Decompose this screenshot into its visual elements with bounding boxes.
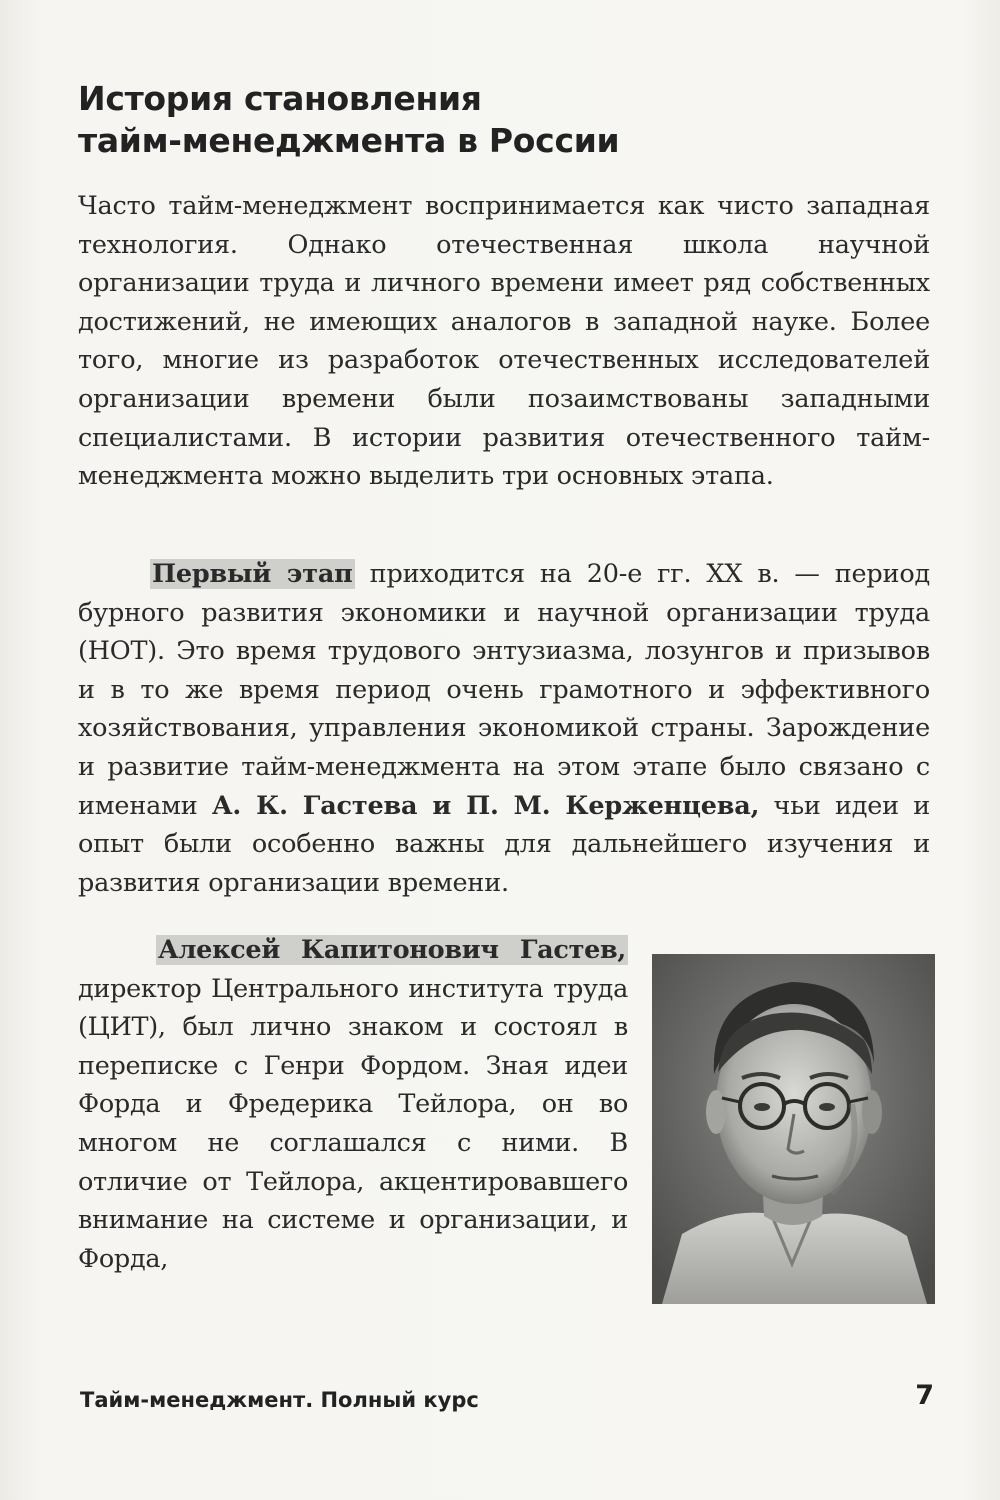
portrait-illustration [652, 954, 935, 1304]
gastev-text: директор Центрального института труда (ЦИТ), был лично знаком и состоял в переписке с Генри Фордом. Зная идеи Форда и Фредерика Тейлора, он во многом не соглашался с ними. В отличие от Тейлора, акцентировавшего внимание на системе и организации, и Форда, [78, 973, 628, 1274]
first-stage-text-1: приходится на 20-е гг. XX в. — период бурного развития экономики и научной организации труда (НОТ). Это время трудового энтузиазма, лозунгов и призывов и в то же время период очень грамотного и эффективного хозяйствования, управления экономикой страны. Зарождение и развитие тайм-менеджмента на этом этапе было связано с именами [78, 559, 931, 821]
first-stage-names: А. К. Гастева и П. М. Керженцева, [211, 790, 760, 821]
portrait-ear-left [706, 1090, 726, 1134]
portrait-eye-right [819, 1103, 835, 1111]
heading-line-1: История становления [78, 79, 482, 118]
portrait-ear-right [862, 1090, 882, 1134]
gastev-name-highlight: Алексей Капитонович Гастев, [158, 935, 626, 965]
paragraph-intro: Часто тайм-менеджмент воспринимается как чисто западная технология. Однако отечественная школа научной организации труда и личного времени имеет ряд собственных достижений, не имеющих аналогов в западной науке. Более того, многие из разработок отечественных исследователей организации времени были позаимствованы западными специалистами. В истории развития отечественного тайм-менеджмента можно выделить три основных этапа. [78, 191, 930, 492]
portrait-eye-left [754, 1103, 770, 1111]
gastev-portrait-photo [652, 954, 935, 1304]
first-stage-text-2: чьи идеи и опыт были особенно важны для дальнейшего изучения и развития организации времени. [78, 790, 930, 898]
section-heading [78, 78, 778, 162]
paragraph-gastev [78, 931, 628, 1278]
paragraph-first-stage [78, 555, 930, 902]
page-number: 7 [915, 1380, 934, 1411]
footer-book-title: Тайм-менеджмент. Полный курс [80, 1388, 479, 1412]
heading-line-2: тайм-менеджмента в России [78, 121, 620, 160]
first-stage-highlight: Первый этап [152, 559, 353, 589]
